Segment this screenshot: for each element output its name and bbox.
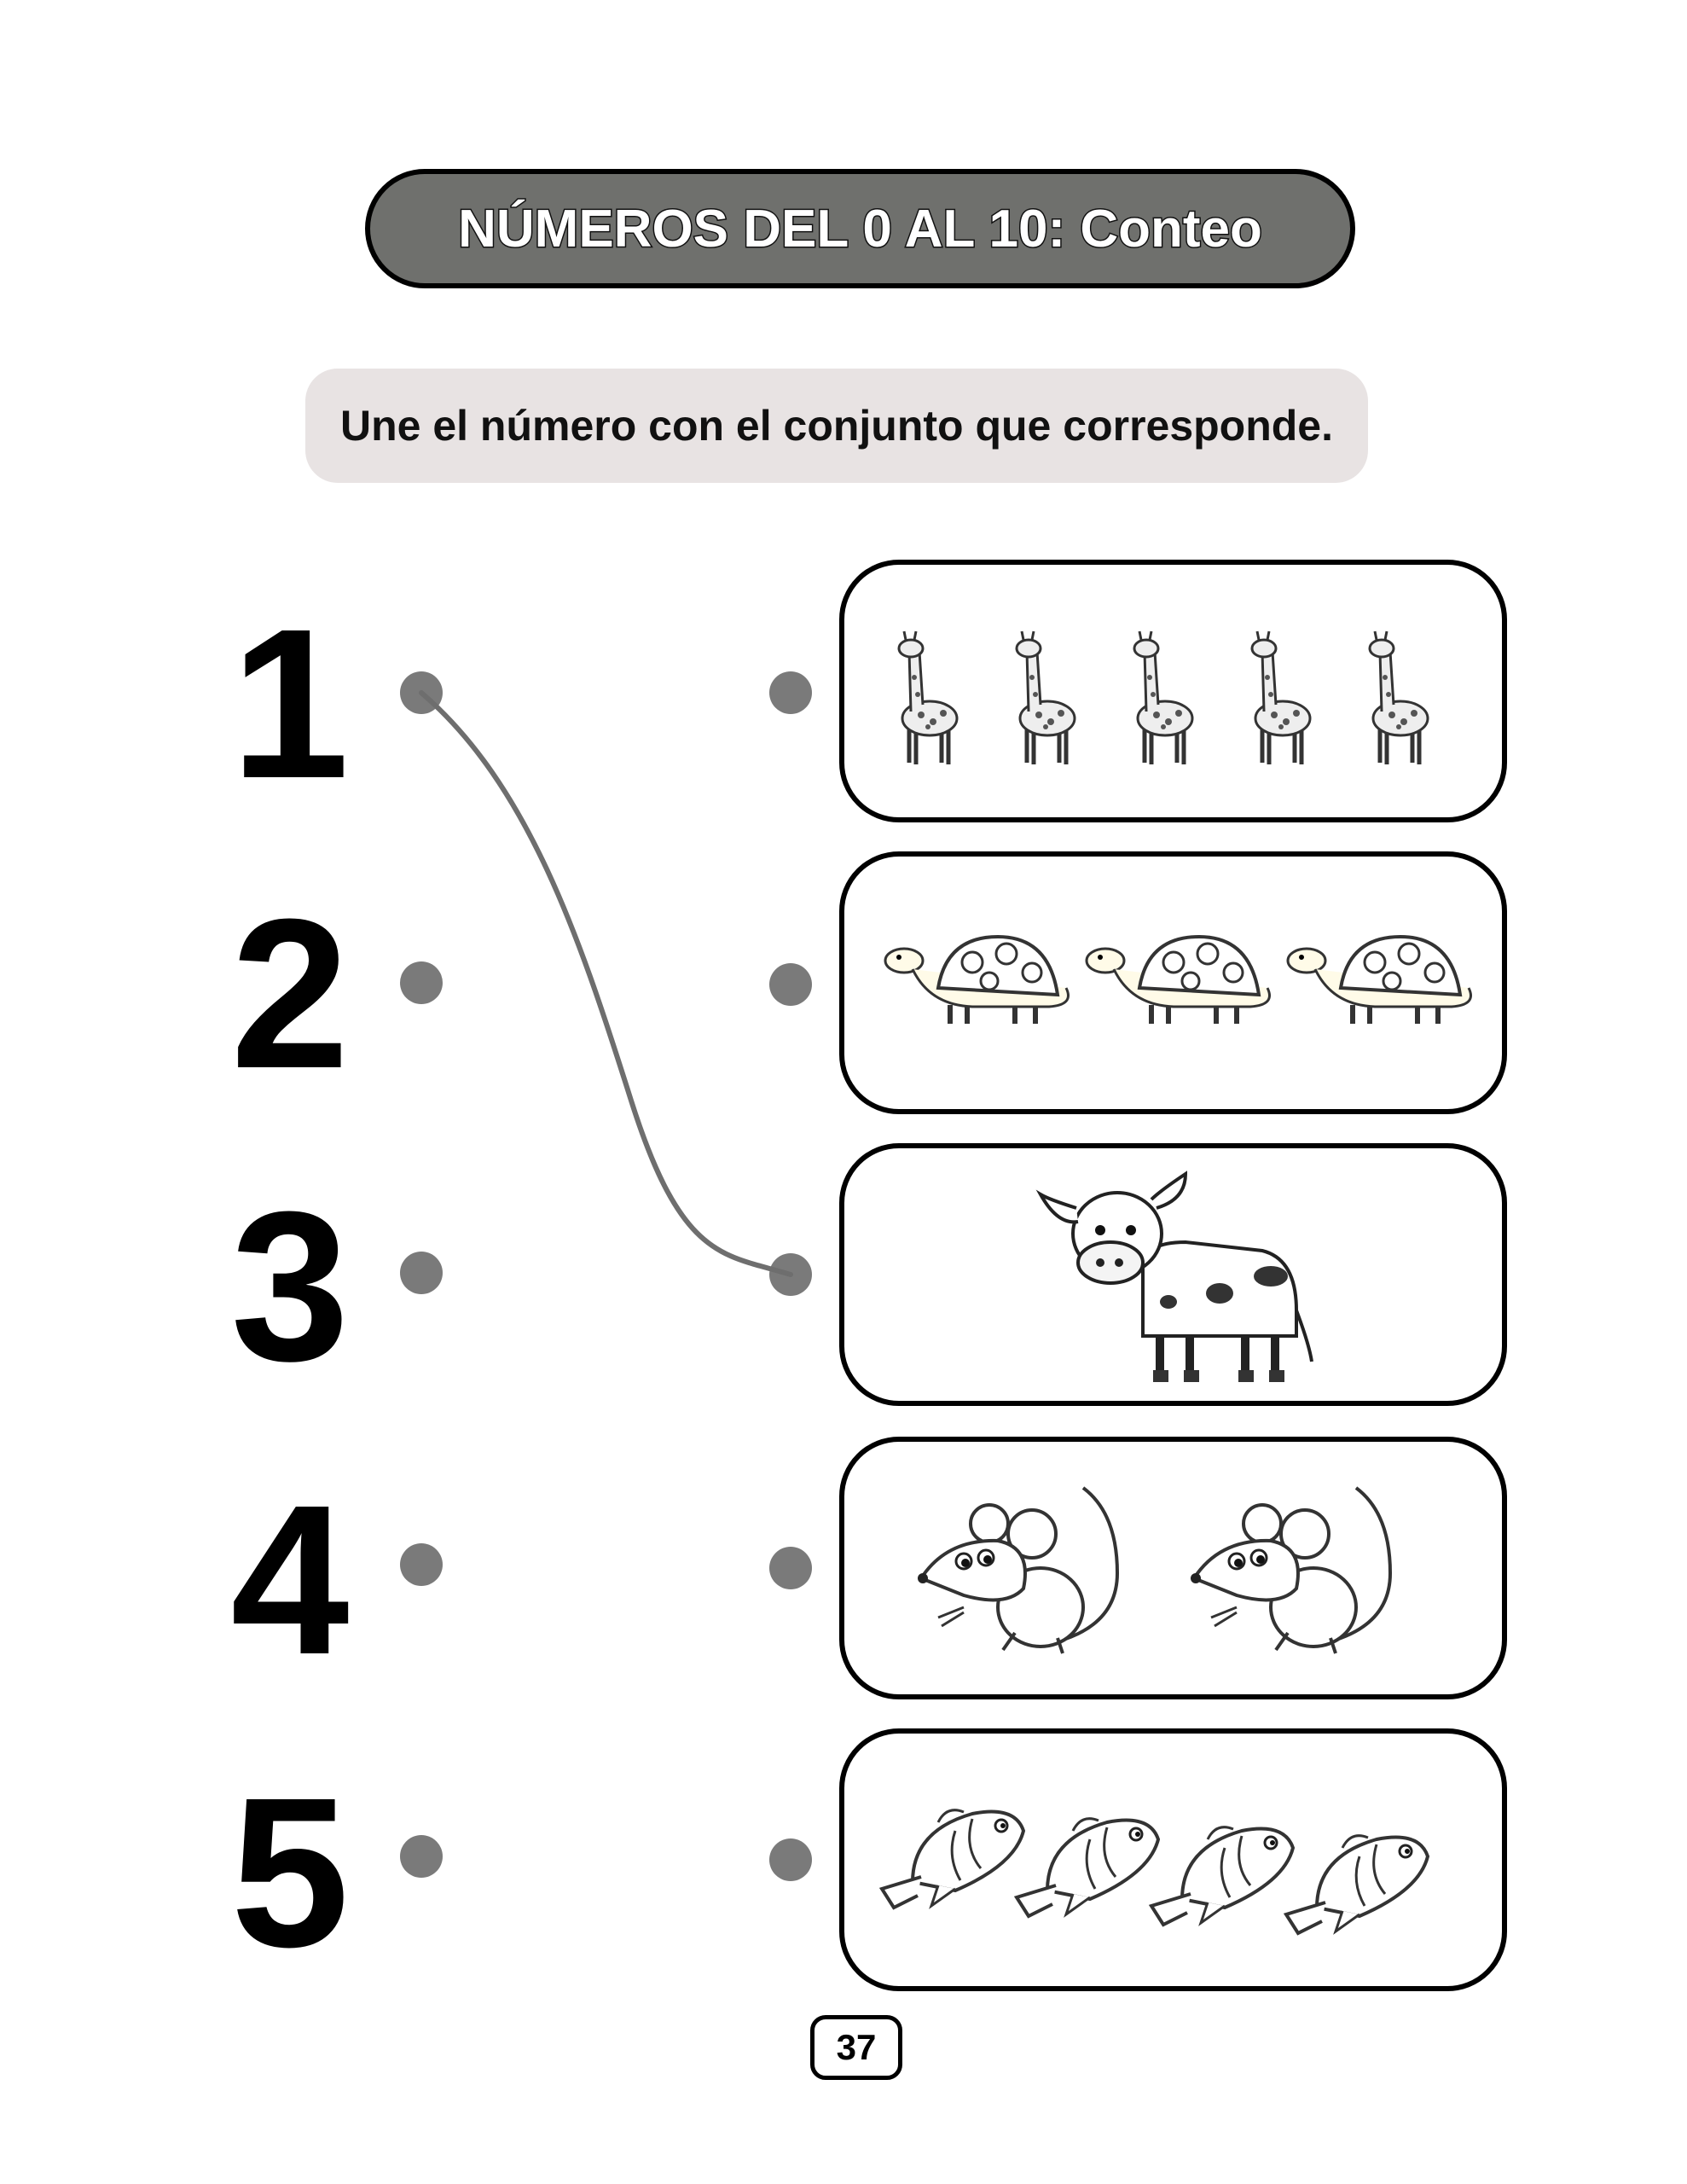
number-3: 3 xyxy=(230,1167,350,1405)
fish-icon xyxy=(1151,1827,1293,1925)
instruction-text: Une el número con el conjunto que corresponde. xyxy=(339,402,1334,450)
set-giraffes xyxy=(839,560,1507,822)
fish-icon xyxy=(1017,1819,1158,1916)
giraffes-group xyxy=(844,565,1512,828)
mice-group xyxy=(844,1442,1512,1705)
connection-1-to-cow xyxy=(421,693,791,1275)
giraffe-icon xyxy=(1017,631,1075,764)
fish-group xyxy=(844,1734,1512,1996)
turtle-icon xyxy=(1087,937,1270,1024)
number-1: 1 xyxy=(230,584,350,822)
giraffe-icon xyxy=(899,631,957,764)
turtles-group xyxy=(844,857,1512,1119)
giraffe-icon xyxy=(1134,631,1192,764)
page-number: 37 xyxy=(810,2015,902,2080)
set-fish xyxy=(839,1728,1507,1991)
fish-icon xyxy=(882,1810,1023,1908)
giraffe-icon xyxy=(1252,631,1310,764)
mouse-icon xyxy=(1191,1488,1390,1653)
set-turtles xyxy=(839,851,1507,1114)
mouse-icon xyxy=(918,1488,1117,1653)
set-cow xyxy=(839,1143,1507,1406)
page-title: NÚMEROS DEL 0 AL 10: Conteo xyxy=(458,199,1262,258)
turtle-icon xyxy=(1288,937,1471,1024)
cow-icon xyxy=(1041,1174,1312,1382)
giraffe-icon xyxy=(1370,631,1428,764)
number-2: 2 xyxy=(230,874,350,1112)
number-4: 4 xyxy=(230,1461,350,1699)
number-5: 5 xyxy=(230,1753,350,1991)
cow-group xyxy=(844,1148,1512,1411)
turtle-icon xyxy=(885,937,1069,1024)
set-mice xyxy=(839,1437,1507,1699)
fish-icon xyxy=(1286,1836,1428,1933)
